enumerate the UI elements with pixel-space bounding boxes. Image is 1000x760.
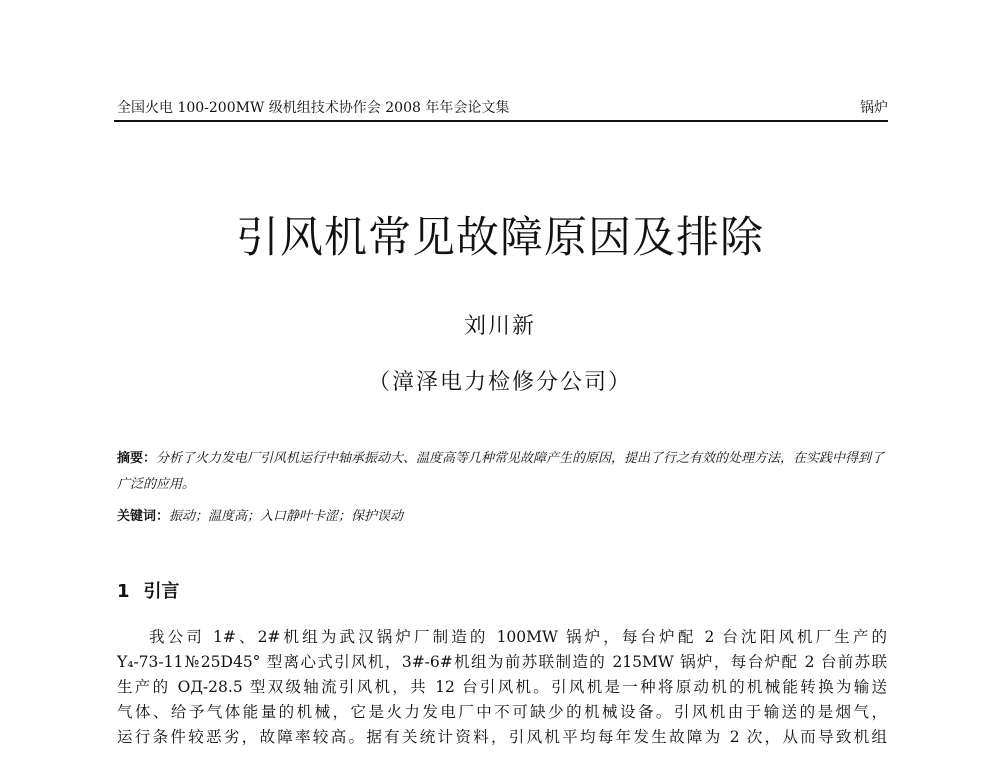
paper-author: 刘川新 (463, 314, 536, 339)
author-affiliation: （漳泽电力检修分公司） (367, 370, 632, 395)
paper-title: 引风机常见故障原因及排除 (236, 213, 764, 263)
header-section-name: 锅炉 (860, 100, 888, 116)
section-number: 1 (117, 581, 130, 602)
abstract (117, 446, 887, 498)
body-line: 运行条件较恶劣，故障率较高。据有关统计资料，引风机平均每年发生故障为 2 次，从而导致机组 (117, 728, 888, 746)
section-heading (117, 580, 180, 604)
body-line: 气体、给予气体能量的机械，它是火力发电厂中不可缺少的机械设备。引风机由于输送的是烟气， (117, 703, 887, 721)
header-proceedings-title: 全国火电 100-200MW 级机组技术协作会 2008 年年会论文集 (117, 100, 510, 116)
keywords-text: 振动；温度高；入口静叶卡涩；保护误动 (169, 509, 404, 524)
section-title: 引言 (143, 581, 180, 602)
body-line: 我公司 1#、2#机组为武汉锅炉厂制造的 100MW 锅炉，每台炉配 2 台沈阳风机厂生产的 (149, 628, 887, 646)
running-header (117, 99, 888, 121)
keywords (117, 505, 887, 529)
abstract-label: 摘要： (117, 451, 157, 466)
abstract-text: 分析了火力发电厂引风机运行中轴承振动大、温度高等几种常见故障产生的原因，提出了行之有效的处理方法，在实践中得到了广泛的应用。 (117, 451, 885, 492)
body-line: 生产的 OД-28.5 型双级轴流引风机，共 12 台引风机。引风机是一种将原动机的机械能转换为输送 (117, 678, 887, 696)
keywords-label: 关键词： (117, 509, 170, 524)
header-divider (114, 120, 888, 122)
body-line: Y₄-73-11№25D45° 型离心式引风机，3#-6#机组为前苏联制造的 215MW 锅炉，每台炉配 2 台前苏联 (117, 653, 887, 671)
body-paragraph (117, 625, 887, 750)
